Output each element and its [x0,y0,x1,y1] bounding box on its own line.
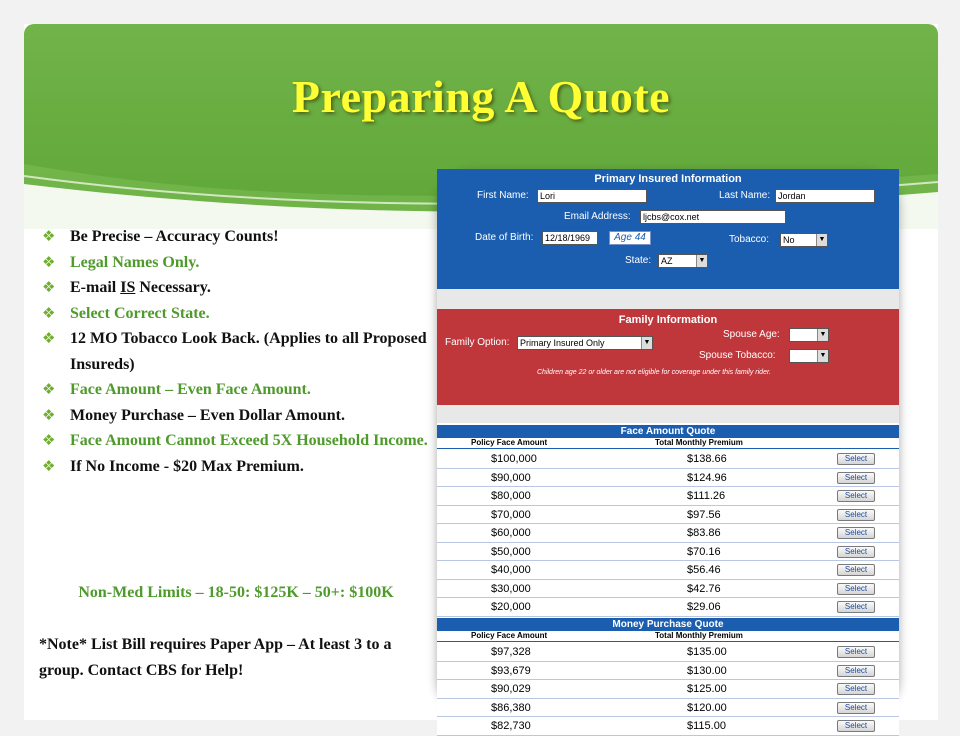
money-purchase-column-headers [437,631,899,642]
email-label: Email Address: [564,211,631,222]
family-option-value: Primary Insured Only [520,338,605,348]
premium-cell: $138.66 [687,453,727,465]
primary-insured-panel [437,169,899,289]
first-name-input[interactable]: Lori [537,189,647,203]
table-row [437,487,899,506]
panel-gap [437,289,899,309]
table-row [437,506,899,525]
bullet-text: If No Income - $20 Max Premium. [70,457,304,475]
table-row [437,580,899,599]
last-name-label: Last Name: [719,190,771,201]
nonmed-limits-text: Non-Med Limits – 18-50: $125K – 50+: $100K [78,584,394,601]
bullet-text: 12 MO Tobacco Look Back. (Applies to all Proposed Insureds) [70,330,427,373]
table-row [437,662,899,681]
first-name-label: First Name: [477,190,529,201]
family-option-label: Family Option: [445,337,510,348]
spouse-age-label: Spouse Age: [723,329,780,340]
face-amount-cell: $50,000 [491,545,531,558]
face-amount-cell: $90,029 [491,683,531,695]
bullet-text: Select Correct State. [70,304,210,322]
tobacco-select-value: No [783,235,795,245]
table-row [437,524,899,543]
face-amount-cell: $40,000 [491,564,531,576]
face-amount-cell: $70,000 [491,508,531,521]
bullet-list [42,224,432,479]
quote-form [437,169,899,732]
chevron-down-icon: ▼ [696,255,707,267]
bullet-text: Money Purchase – Even Dollar Amount. [70,406,345,424]
diamond-bullet-icon: ❖ [42,380,56,398]
col-header-face: Policy Face Amount [471,438,548,447]
premium-cell: $56.46 [687,564,721,576]
chevron-down-icon: ▼ [817,329,828,341]
select-button[interactable]: Select [837,453,875,465]
premium-cell: $111.26 [687,490,726,502]
face-amount-cell: $82,730 [491,720,531,732]
select-button[interactable]: Select [837,583,875,595]
tobacco-label: Tobacco: [729,234,770,245]
diamond-bullet-icon: ❖ [42,456,56,475]
premium-cell: $115.00 [687,720,726,732]
face-amount-column-headers [437,438,899,449]
table-row [437,717,899,736]
money-purchase-quote-title: Money Purchase Quote [437,618,899,631]
diamond-bullet-icon: ❖ [42,278,56,296]
bullet-item [42,224,432,250]
diamond-bullet-icon: ❖ [42,329,56,347]
col-header-face: Policy Face Amount [471,631,548,640]
premium-cell: $124.96 [687,471,727,484]
face-amount-cell: $30,000 [491,582,531,595]
chevron-down-icon: ▼ [817,350,828,362]
diamond-bullet-icon: ❖ [42,227,56,245]
state-label: State: [625,255,652,266]
face-amount-cell: $100,000 [491,453,537,465]
diamond-bullet-icon: ❖ [42,431,56,449]
face-amount-cell: $97,328 [491,646,531,658]
dob-label: Date of Birth: [475,232,534,243]
table-row [437,469,899,488]
face-amount-cell: $90,000 [491,471,531,484]
face-amount-cell: $80,000 [491,490,531,502]
select-button[interactable]: Select [837,601,875,613]
bullet-text-underlined: IS [120,279,136,296]
primary-insured-title: Primary Insured Information [594,173,742,185]
premium-cell: $42.76 [687,582,721,595]
table-row [437,699,899,718]
state-select-value: AZ [661,256,673,266]
age-badge: Age 44 [609,231,651,245]
table-row [437,680,899,699]
select-button[interactable]: Select [837,720,875,732]
select-button[interactable]: Select [837,564,875,576]
select-button[interactable]: Select [837,702,875,714]
family-disclaimer: Children age 22 or older are not eligible for coverage under this family rider. [537,369,771,376]
family-information-title: Family Information [618,314,718,326]
chevron-down-icon: ▼ [816,234,827,246]
family-option-select[interactable] [517,336,653,350]
table-row [437,643,899,662]
panel-gap [437,405,899,423]
bullet-text: Face Amount Cannot Exceed 5X Household Income. [70,432,428,449]
bullet-text: Be Precise – Accuracy Counts! [70,228,279,245]
tobacco-select[interactable] [780,233,828,247]
dob-input[interactable]: 12/18/1969 [542,231,598,245]
face-amount-quote-title: Face Amount Quote [437,425,899,438]
col-header-premium: Total Monthly Premium [655,438,743,447]
select-button[interactable]: Select [837,646,875,658]
chevron-down-icon: ▼ [641,337,652,349]
table-row [437,450,899,469]
list-bill-note: *Note* List Bill requires Paper App – At least 3 to a group. Contact CBS for Help! [39,636,392,679]
spouse-tobacco-label: Spouse Tobacco: [699,350,776,361]
premium-cell: $97.56 [687,508,721,521]
slide-title: Preparing A Quote [291,71,671,122]
select-button[interactable]: Select [837,472,875,484]
table-row [437,561,899,580]
col-header-premium: Total Monthly Premium [655,631,743,640]
slide [24,24,938,732]
premium-cell: $29.06 [687,601,721,613]
premium-cell: $125.00 [687,683,727,695]
premium-cell: $120.00 [687,701,727,714]
spouse-tobacco-select[interactable] [789,349,829,363]
bullet-item [42,454,432,480]
last-name-input[interactable]: Jordan [775,189,875,203]
select-button[interactable]: Select [837,490,875,502]
face-amount-cell: $60,000 [491,527,531,539]
diamond-bullet-icon: ❖ [42,252,56,271]
table-row [437,543,899,562]
face-amount-cell: $86,380 [491,701,531,714]
select-button[interactable]: Select [837,546,875,558]
premium-cell: $135.00 [687,646,727,658]
face-amount-cell: $20,000 [491,601,531,613]
quote-form-screenshot [437,169,899,732]
bullet-item [42,250,432,276]
select-button[interactable]: Select [837,509,875,521]
premium-cell: $130.00 [687,664,727,677]
premium-cell: $83.86 [687,527,721,539]
email-input[interactable]: ljcbs@cox.net [640,210,786,224]
bullet-item [42,326,432,377]
bullet-text: Necessary. [135,279,211,296]
bullet-item [42,428,432,454]
family-information-panel [437,309,899,405]
bullet-text: E-mail [70,279,121,296]
spouse-age-select[interactable] [789,328,829,342]
bullet-item [42,275,432,301]
diamond-bullet-icon: ❖ [42,303,56,322]
select-button[interactable]: Select [837,665,875,677]
bullet-text: Legal Names Only. [70,253,200,271]
diamond-bullet-icon: ❖ [42,405,56,424]
select-button[interactable]: Select [837,683,875,695]
face-amount-cell: $93,679 [491,664,531,677]
bullet-item [42,301,432,327]
select-button[interactable]: Select [837,527,875,539]
table-row [437,598,899,617]
state-select[interactable] [658,254,708,268]
bullet-item [42,377,432,403]
bullet-text: Face Amount – Even Face Amount. [70,381,311,398]
bullet-item [42,403,432,429]
premium-cell: $70.16 [687,545,721,558]
